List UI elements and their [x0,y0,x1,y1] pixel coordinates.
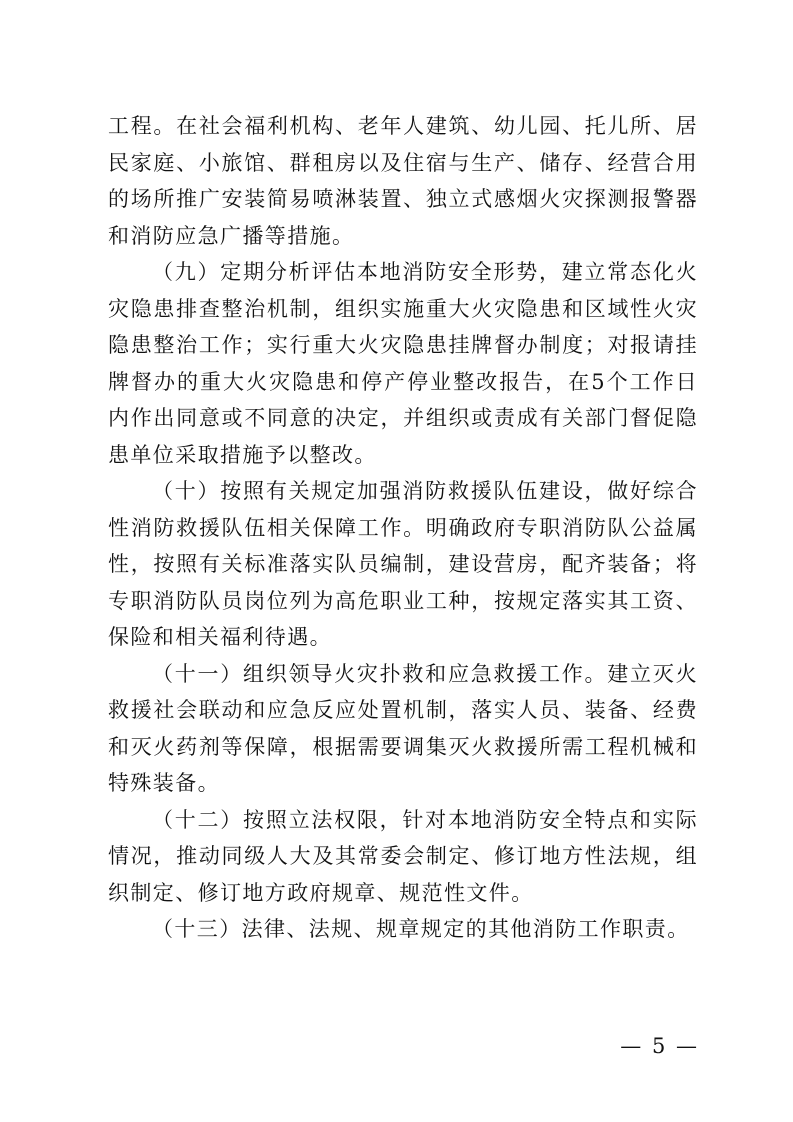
paragraph-item-12: （十二）按照立法权限，针对本地消防安全特点和实际情况，推动同级人大及其常委会制定、修订地方性法规，组织制定、修订地方政府规章、规范性文件。 [108,807,698,905]
paragraph-item-13: （十三）法律、法规、规章规定的其他消防工作职责。 [152,917,690,941]
paragraph-continued: 工程。在社会福利机构、老年人建筑、幼儿园、托儿所、居民家庭、小旅馆、群租房以及住宿与生产、储存、经营合用的场所推广安装简易喷淋装置、独立式感烟火灾探测报警器和消防应急广播等措施。 [108,114,698,248]
paragraph-item-10: （十）按照有关规定加强消防救援队伍建设，做好综合性消防救援队伍相关保障工作。明确政府专职消防队公益属性，按照有关标准落实队员编制，建设营房，配齐装备；将专职消防队员岗位列为高危职业工种，按规定落实其工资、保险和相关福利待遇。 [108,479,698,649]
body-text [108,108,698,948]
paragraph-item-9: （九）定期分析评估本地消防安全形势，建立常态化火灾隐患排查整治机制，组织实施重大火灾隐患和区域性火灾隐患整治工作；实行重大火灾隐患挂牌督办制度；对报请挂牌督办的重大火灾隐患和停产停业整改报告，在5个工作日内作出同意或不同意的决定，并组织或责成有关部门督促隐患单位采取措施予以整改。 [108,260,698,467]
page-number: — 5 — [620,1034,699,1058]
paragraph-item-11: （十一）组织领导火灾扑救和应急救援工作。建立灭火救援社会联动和应急反应处置机制，落实人员、装备、经费和灭火药剂等保障，根据需要调集灭火救援所需工程机械和特殊装备。 [108,661,698,795]
